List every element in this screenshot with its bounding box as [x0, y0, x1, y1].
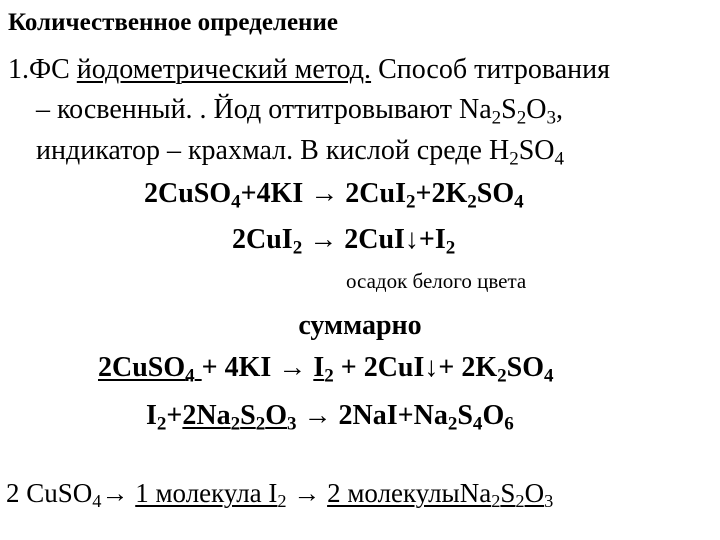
subscript: 2 [292, 237, 303, 259]
subscript: 2 [255, 413, 266, 435]
text-part: I [313, 352, 325, 383]
two-molecules-thiosulfate [327, 478, 554, 512]
subscript: 4 [514, 191, 524, 213]
intro-line-1 [8, 56, 610, 84]
subscript: 6 [504, 413, 514, 435]
subscript: 4 [544, 365, 554, 387]
text-part: индикатор – крахмал. В кислой среде H [36, 135, 510, 166]
text-part: O [265, 400, 288, 431]
subscript: 2 [445, 237, 456, 259]
text-part: → 2CuI↓+I [302, 224, 446, 255]
equation-3-reactant [98, 352, 202, 387]
subscript: 4 [231, 191, 241, 213]
text-part: – косвенный. . Йод оттитровывают Na [36, 94, 492, 125]
subscript: 4 [185, 365, 195, 387]
precipitate-note: осадок белого цвета [346, 269, 527, 293]
equation-4 [146, 400, 514, 435]
text-part: +4KI → 2CuI [240, 178, 406, 209]
subscript: 2 [156, 413, 167, 435]
page-title: Количественное определение [8, 9, 338, 36]
text-part: O [482, 400, 505, 431]
text-part: 2 молекулыNa [327, 478, 492, 508]
text-part: O [524, 478, 545, 508]
intro-line-2 [36, 94, 563, 129]
subscript: 3 [287, 413, 297, 435]
text-part: + 4KI → [201, 352, 314, 383]
subscript: 2 [277, 491, 287, 512]
text-part: S [500, 478, 516, 508]
text-part: + [166, 400, 183, 431]
subscript: 2 [515, 491, 525, 512]
text-part: 2CuSO [144, 178, 232, 209]
text-part: 2CuI [232, 224, 293, 255]
text-part: → 2NaI+Na [296, 400, 448, 431]
text-part: SO [506, 352, 544, 383]
intro-rest: Способ титрования [371, 54, 611, 85]
subscript: 2 [406, 191, 416, 213]
intro-prefix: 1.ФС [8, 54, 77, 85]
thiosulfate-reactant [182, 400, 297, 435]
summary-heading: суммарно [298, 310, 422, 341]
text-part: 2CuSO [98, 352, 186, 383]
subscript: 3 [544, 491, 554, 512]
subscript: 2 [491, 107, 502, 129]
subscript: 2 [467, 191, 477, 213]
subscript: 2 [509, 148, 519, 170]
text-part: SO [518, 135, 555, 166]
subscript: 4 [554, 148, 565, 170]
subscript: 2 [516, 107, 527, 129]
text-part: 1 молекула I [135, 478, 278, 508]
subscript: 4 [92, 491, 102, 512]
text-part: + 2CuI↓+ 2K [333, 352, 498, 383]
subscript: 3 [546, 107, 556, 129]
iodine-product [313, 352, 334, 387]
text-part: SO [476, 178, 515, 209]
equation-1 [144, 178, 524, 213]
one-molecule-iodine [135, 478, 287, 512]
text-part: S [240, 400, 256, 431]
equation-3 [98, 352, 554, 387]
text-part: → [101, 478, 136, 508]
subscript: 2 [491, 491, 501, 512]
text-part: I [146, 400, 157, 431]
subscript: 2 [447, 413, 458, 435]
text-part: +2K [415, 178, 468, 209]
subscript: 2 [324, 365, 334, 387]
text-part: 2 CuSO [6, 478, 93, 508]
text-part: S [457, 400, 473, 431]
equation-5 [6, 478, 554, 512]
method-name: йодометрический метод. [76, 54, 372, 85]
subscript: 2 [497, 365, 507, 387]
subscript: 2 [230, 413, 241, 435]
intro-line-3 [36, 135, 565, 170]
text-part: S [501, 94, 517, 125]
text-part: 2Na [182, 400, 231, 431]
equation-2 [232, 224, 456, 259]
subscript: 4 [472, 413, 483, 435]
text-part: O [526, 94, 547, 125]
text-part: , [556, 94, 563, 125]
text-part: → [286, 478, 328, 508]
